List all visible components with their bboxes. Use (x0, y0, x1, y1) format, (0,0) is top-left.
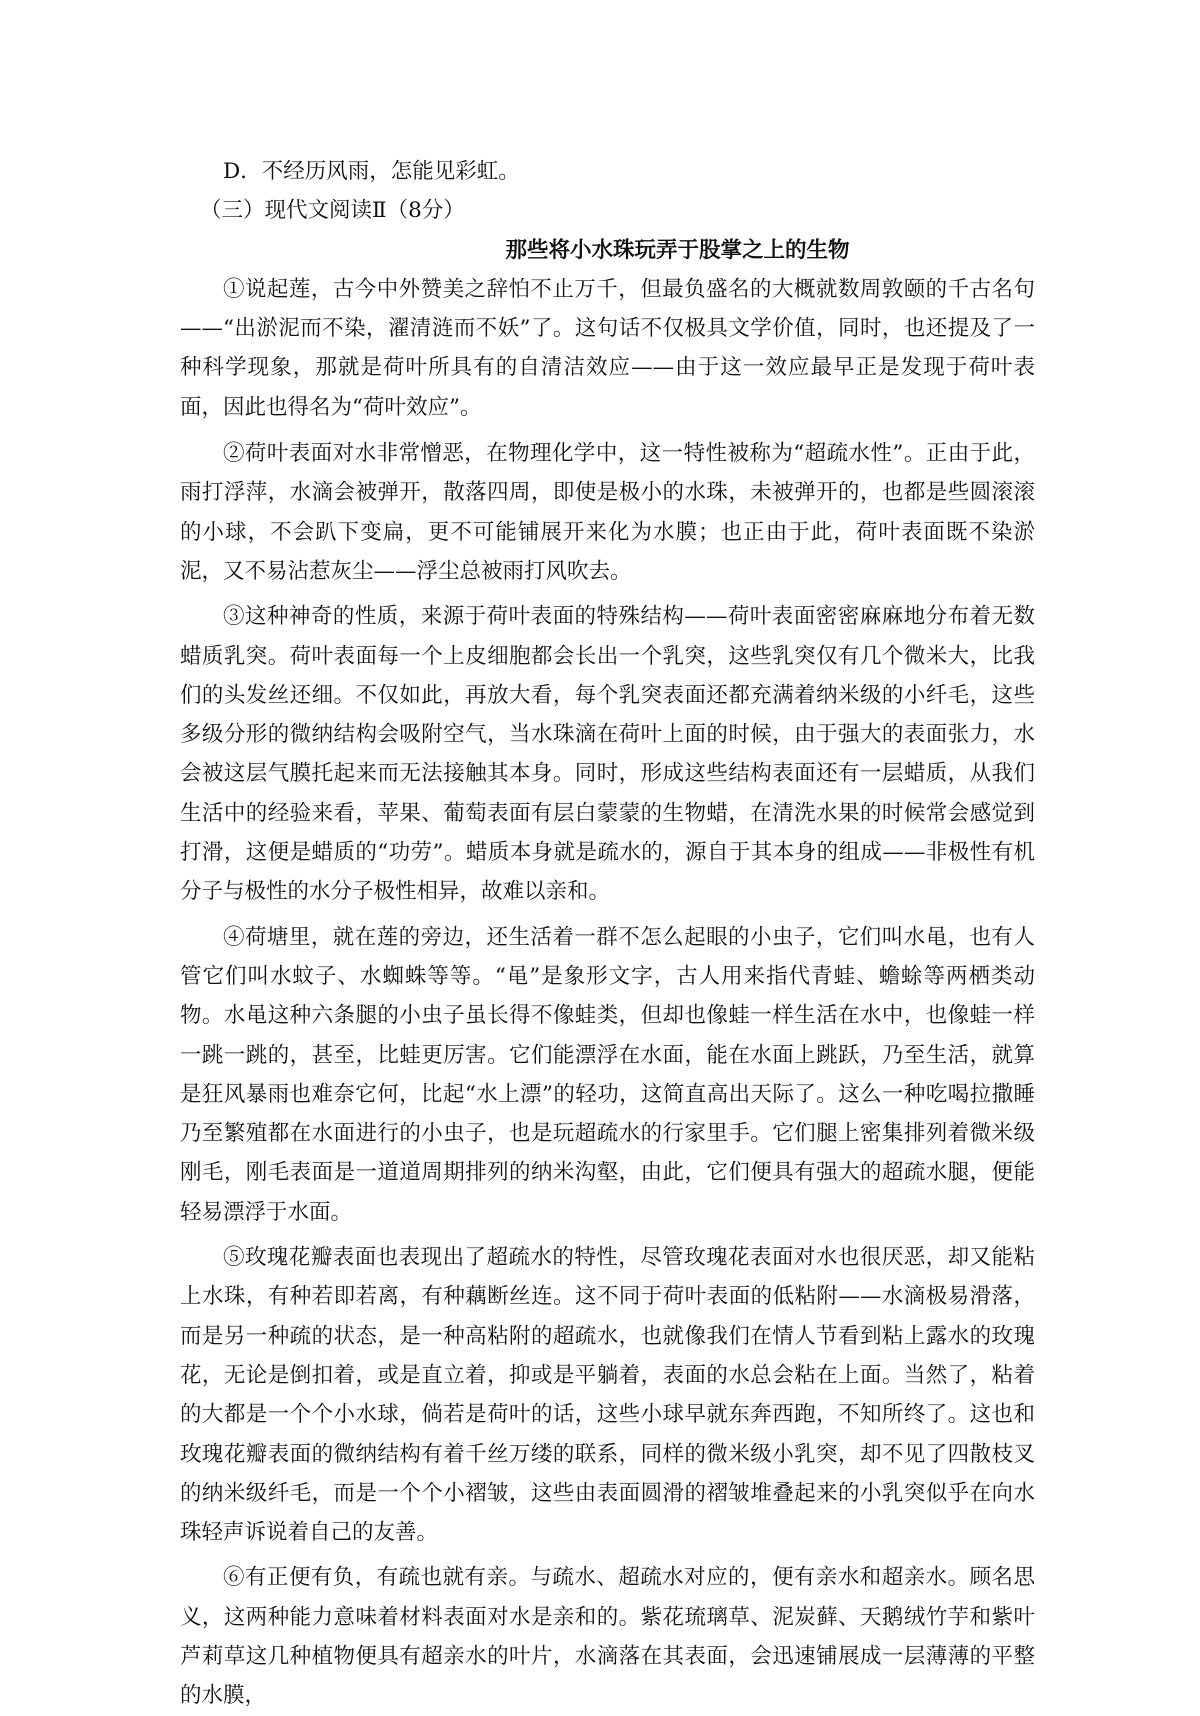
paragraph-1: ①说起莲，古今中外赞美之辞怕不止万千，但最负盛名的大概就数周敦颐的千古名句——“出淤泥而不染，濯清涟而不妖”了。这句话不仅极具文学价值，同时，也还提及了一种科学现象，那就是荷叶所具有的自清洁效应——由于这一效应最早正是发现于荷叶表面，因此也得名为“荷叶效应”。 (180, 276, 1035, 420)
page-content (180, 152, 1035, 1716)
article-title: 那些将小水珠玩弄于股掌之上的生物 (505, 237, 850, 263)
paragraph-2: ②荷叶表面对水非常憎恶，在物理化学中，这一特性被称为“超疏水性”。正由于此，雨打浮萍，水滴会被弹开，散落四周，即使是极小的水珠，未被弹开的，也都是些圆滚滚的小球，不会趴下变扁，更不可能铺展开来化为水膜；也正由于此，荷叶表面既不染淤泥，又不易沾惹灰尘——浮尘总被雨打风吹去。 (180, 441, 1035, 584)
option-d: D．不经历风雨，怎能见彩虹。 (223, 159, 520, 184)
paragraph-4: ④荷塘里，就在莲的旁边，还生活着一群不怎么起眼的小虫子，它们叫水黾，也有人管它们叫水蚊子、水蜘蛛等等。“黾”是象形文字，古人用来指代青蛙、蟾蜍等两栖类动物。水黾这种六条腿的小虫子虽长得不像蛙类，但却也像蛙一样生活在水中，也像蛙一样一跳一跳的，甚至，比蛙更厉害。它们能漂浮在水面，能在水面上跳跃，乃至生活，就算是狂风暴雨也难奈它何，比起“水上漂”的轻功，这简直高出天际了。这么一种吃喝拉撒睡乃至繁殖都在水面进行的小虫子，也是玩超疏水的行家里手。它们腿上密集排列着微米级刚毛，刚毛表面是一道道周期排列的纳米沟壑，由此，它们便具有强大的超疏水腿，便能轻易漂浮于水面。 (180, 924, 1035, 1225)
paragraph-6: ⑥有正便有负，有疏也就有亲。与疏水、超疏水对应的，便有亲水和超亲水。顾名思义，这两种能力意味着材料表面对水是亲和的。紫花琉璃草、泥炭藓、天鹅绒竹芋和紫叶芦莉草这几种植物便具有超亲水的叶片，水滴落在其表面，会迅速铺展成一层薄薄的平整的水膜， (180, 1565, 1035, 1709)
paragraph-5: ⑤玫瑰花瓣表面也表现出了超疏水的特性，尽管玫瑰花表面对水也很厌恶，却又能粘上水珠，有种若即若离，有种藕断丝连。这不同于荷叶表面的低粘附——水滴极易滑落，而是另一种疏的状态，是一种高粘附的超疏水，也就像我们在情人节看到粘上露水的玫瑰花，无论是倒扣着，或是直立着，抑或是平躺着，表面的水总会粘在上面。当然了，粘着的大都是一个个小水球，倘若是荷叶的话，这些小球早就东奔西跑，不知所终了。这也和玫瑰花瓣表面的微纳结构有着千丝万缕的联系，同样的微米级小乳突，却不见了四散枝叉的纳米级纤毛，而是一个个小褶皱，这些由表面圆滑的褶皱堆叠起来的小乳突似乎在向水珠轻声诉说着自己的友善。 (180, 1245, 1035, 1546)
paragraph-3: ③这种神奇的性质，来源于荷叶表面的特殊结构——荷叶表面密密麻麻地分布着无数蜡质乳突。荷叶表面每一个上皮细胞都会长出一个乳突，这些乳突仅有几个微米大，比我们的头发丝还细。不仅如此，再放大看，每个乳突表面还都充满着纳米级的小纤毛，这些多级分形的微纳结构会吸附空气，当水珠滴在荷叶上面的时候，由于强大的表面张力，水会被这层气膜托起来而无法接触其本身。同时，形成这些结构表面还有一层蜡质，从我们生活中的经验来看，苹果、葡萄表面有层白蒙蒙的生物蜡，在清洗水果的时候常会感觉到打滑，这便是蜡质的“功劳”。蜡质本身就是疏水的，源自于其本身的组成——非极性有机分子与极性的水分子极性相异，故难以亲和。 (180, 604, 1035, 905)
section-heading: （三）现代文阅读Ⅱ（8分） (200, 198, 465, 224)
